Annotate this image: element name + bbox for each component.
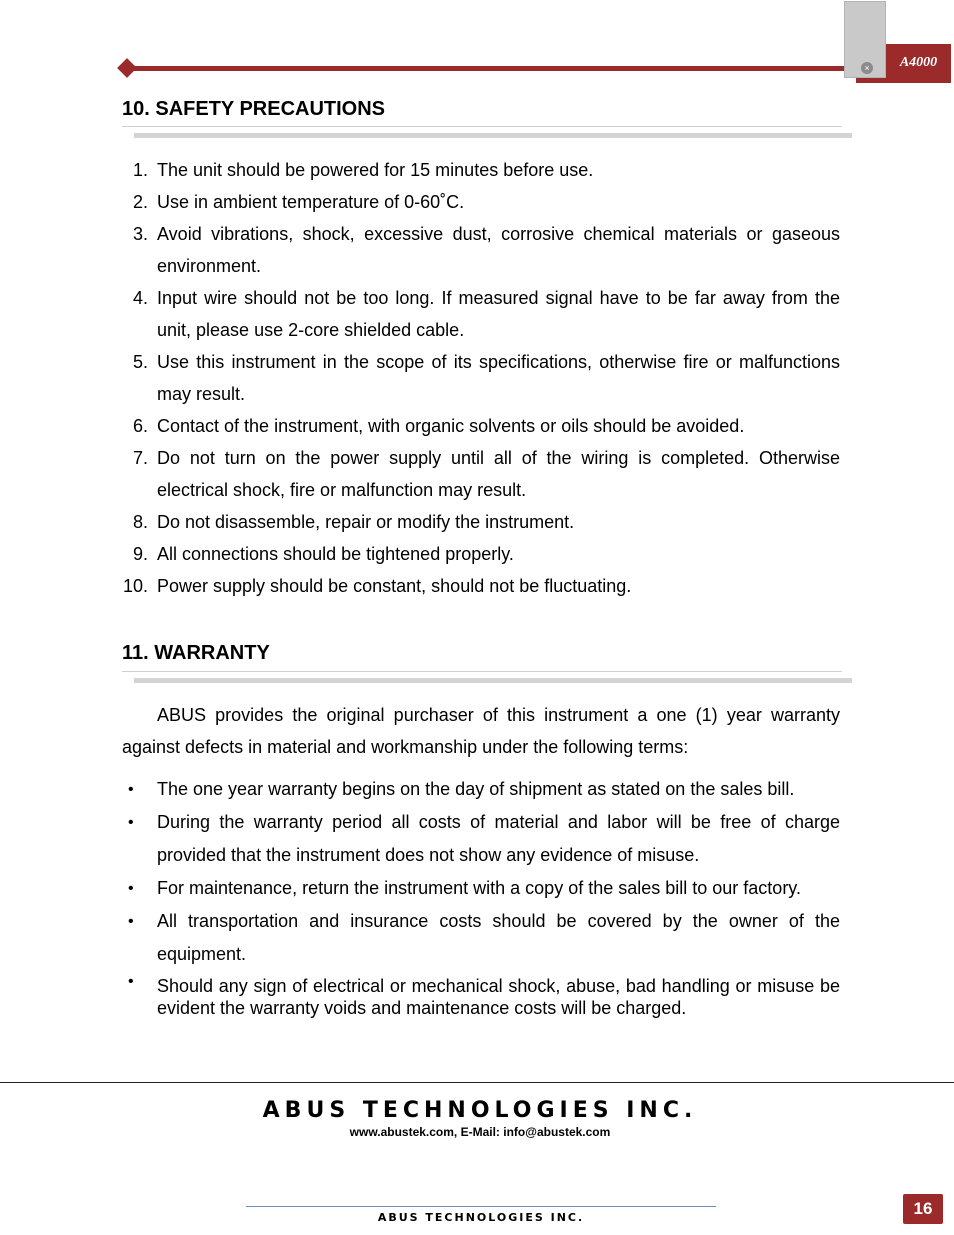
safety-item xyxy=(122,538,840,570)
safety-item xyxy=(122,506,840,538)
header-rule xyxy=(128,66,844,71)
safety-item xyxy=(122,346,840,410)
bullet-icon: • xyxy=(128,913,134,930)
safety-item-number: 4. xyxy=(132,288,148,308)
safety-item-text: Input wire should not be too long. If measured signal have to be far away from the unit, please use 2-core shielded cable. xyxy=(157,288,840,340)
footer-bottom-rule xyxy=(246,1206,716,1207)
safety-item xyxy=(122,154,840,186)
safety-item-text: Do not turn on the power supply until all of the wiring is completed. Otherwise electrical shock, fire or malfunction may result. xyxy=(157,448,840,500)
safety-item-number: 5. xyxy=(132,352,148,372)
footer-brand-small: ABUS TECHNOLOGIES INC. xyxy=(377,1211,585,1224)
safety-item-number: 7. xyxy=(132,448,148,468)
safety-item-text: Do not disassemble, repair or modify the instrument. xyxy=(157,512,575,532)
safety-item xyxy=(122,442,840,506)
safety-item-number: 3. xyxy=(132,224,148,244)
safety-item-number: 9. xyxy=(132,544,148,564)
warranty-item-text: All transportation and insurance costs should be covered by the owner of the equipment. xyxy=(157,911,840,964)
warranty-item xyxy=(122,971,840,1019)
warranty-item-text: Should any sign of electrical or mechanical shock, abuse, bad handling or misuse be evident the warranty voids and maintenance costs will be charged. xyxy=(157,976,840,1018)
warranty-title: 11. WARRANTY xyxy=(122,642,270,664)
safety-item xyxy=(122,186,840,218)
safety-item-text: Avoid vibrations, shock, excessive dust, corrosive chemical materials or gaseous environment. xyxy=(157,224,840,276)
safety-item-text: Contact of the instrument, with organic solvents or oils should be avoided. xyxy=(157,416,745,436)
warranty-list xyxy=(122,773,840,1019)
safety-item xyxy=(122,410,840,442)
page-number: 16 xyxy=(903,1194,943,1224)
safety-item-text: Use this instrument in the scope of its specifications, otherwise fire or malfunctions may result. xyxy=(157,352,840,404)
bullet-icon: • xyxy=(128,973,134,990)
safety-item-number: 6. xyxy=(132,416,148,436)
x-circle-icon: × xyxy=(861,62,873,74)
bullet-icon: • xyxy=(128,880,134,897)
footer-rule xyxy=(0,1082,954,1083)
warranty-item xyxy=(122,773,840,806)
warranty-item-text: During the warranty period all costs of material and labor will be free of charge provided that the instrument does not show any evidence of misuse. xyxy=(157,812,840,865)
safety-list xyxy=(122,154,840,602)
safety-item-text: Power supply should be constant, should not be fluctuating. xyxy=(157,576,632,596)
safety-item-number: 10. xyxy=(122,576,148,596)
safety-item-text: All connections should be tightened properly. xyxy=(157,544,514,564)
bullet-icon: • xyxy=(128,781,134,798)
safety-item-text: Use in ambient temperature of 0-60˚C. xyxy=(157,192,465,212)
model-badge: A4000 xyxy=(886,44,951,82)
safety-title-bar xyxy=(134,133,852,138)
warranty-item xyxy=(122,806,840,872)
warranty-intro: ABUS provides the original purchaser of this instrument a one (1) year warranty against defects in material and workmanship under the following terms: xyxy=(122,705,840,757)
safety-item xyxy=(122,570,840,602)
warranty-item-text: The one year warranty begins on the day of shipment as stated on the sales bill. xyxy=(157,779,795,799)
warranty-item xyxy=(122,905,840,971)
safety-title-rule xyxy=(122,126,842,127)
warranty-item xyxy=(122,872,840,905)
safety-item xyxy=(122,218,840,282)
safety-title: 10. SAFETY PRECAUTIONS xyxy=(122,98,386,120)
safety-item xyxy=(122,282,840,346)
safety-item-number: 1. xyxy=(132,160,148,180)
footer-brand: ABUS TECHNOLOGIES INC. xyxy=(262,1098,698,1123)
bullet-icon: • xyxy=(128,814,134,831)
safety-item-text: The unit should be powered for 15 minutes before use. xyxy=(157,160,594,180)
warranty-title-bar xyxy=(134,678,852,683)
safety-item-number: 8. xyxy=(132,512,148,532)
warranty-item-text: For maintenance, return the instrument with a copy of the sales bill to our factory. xyxy=(157,878,801,898)
footer-contact: www.abustek.com, E-Mail: info@abustek.com xyxy=(349,1125,611,1139)
warranty-title-rule xyxy=(122,671,842,672)
safety-item-number: 2. xyxy=(132,192,148,212)
